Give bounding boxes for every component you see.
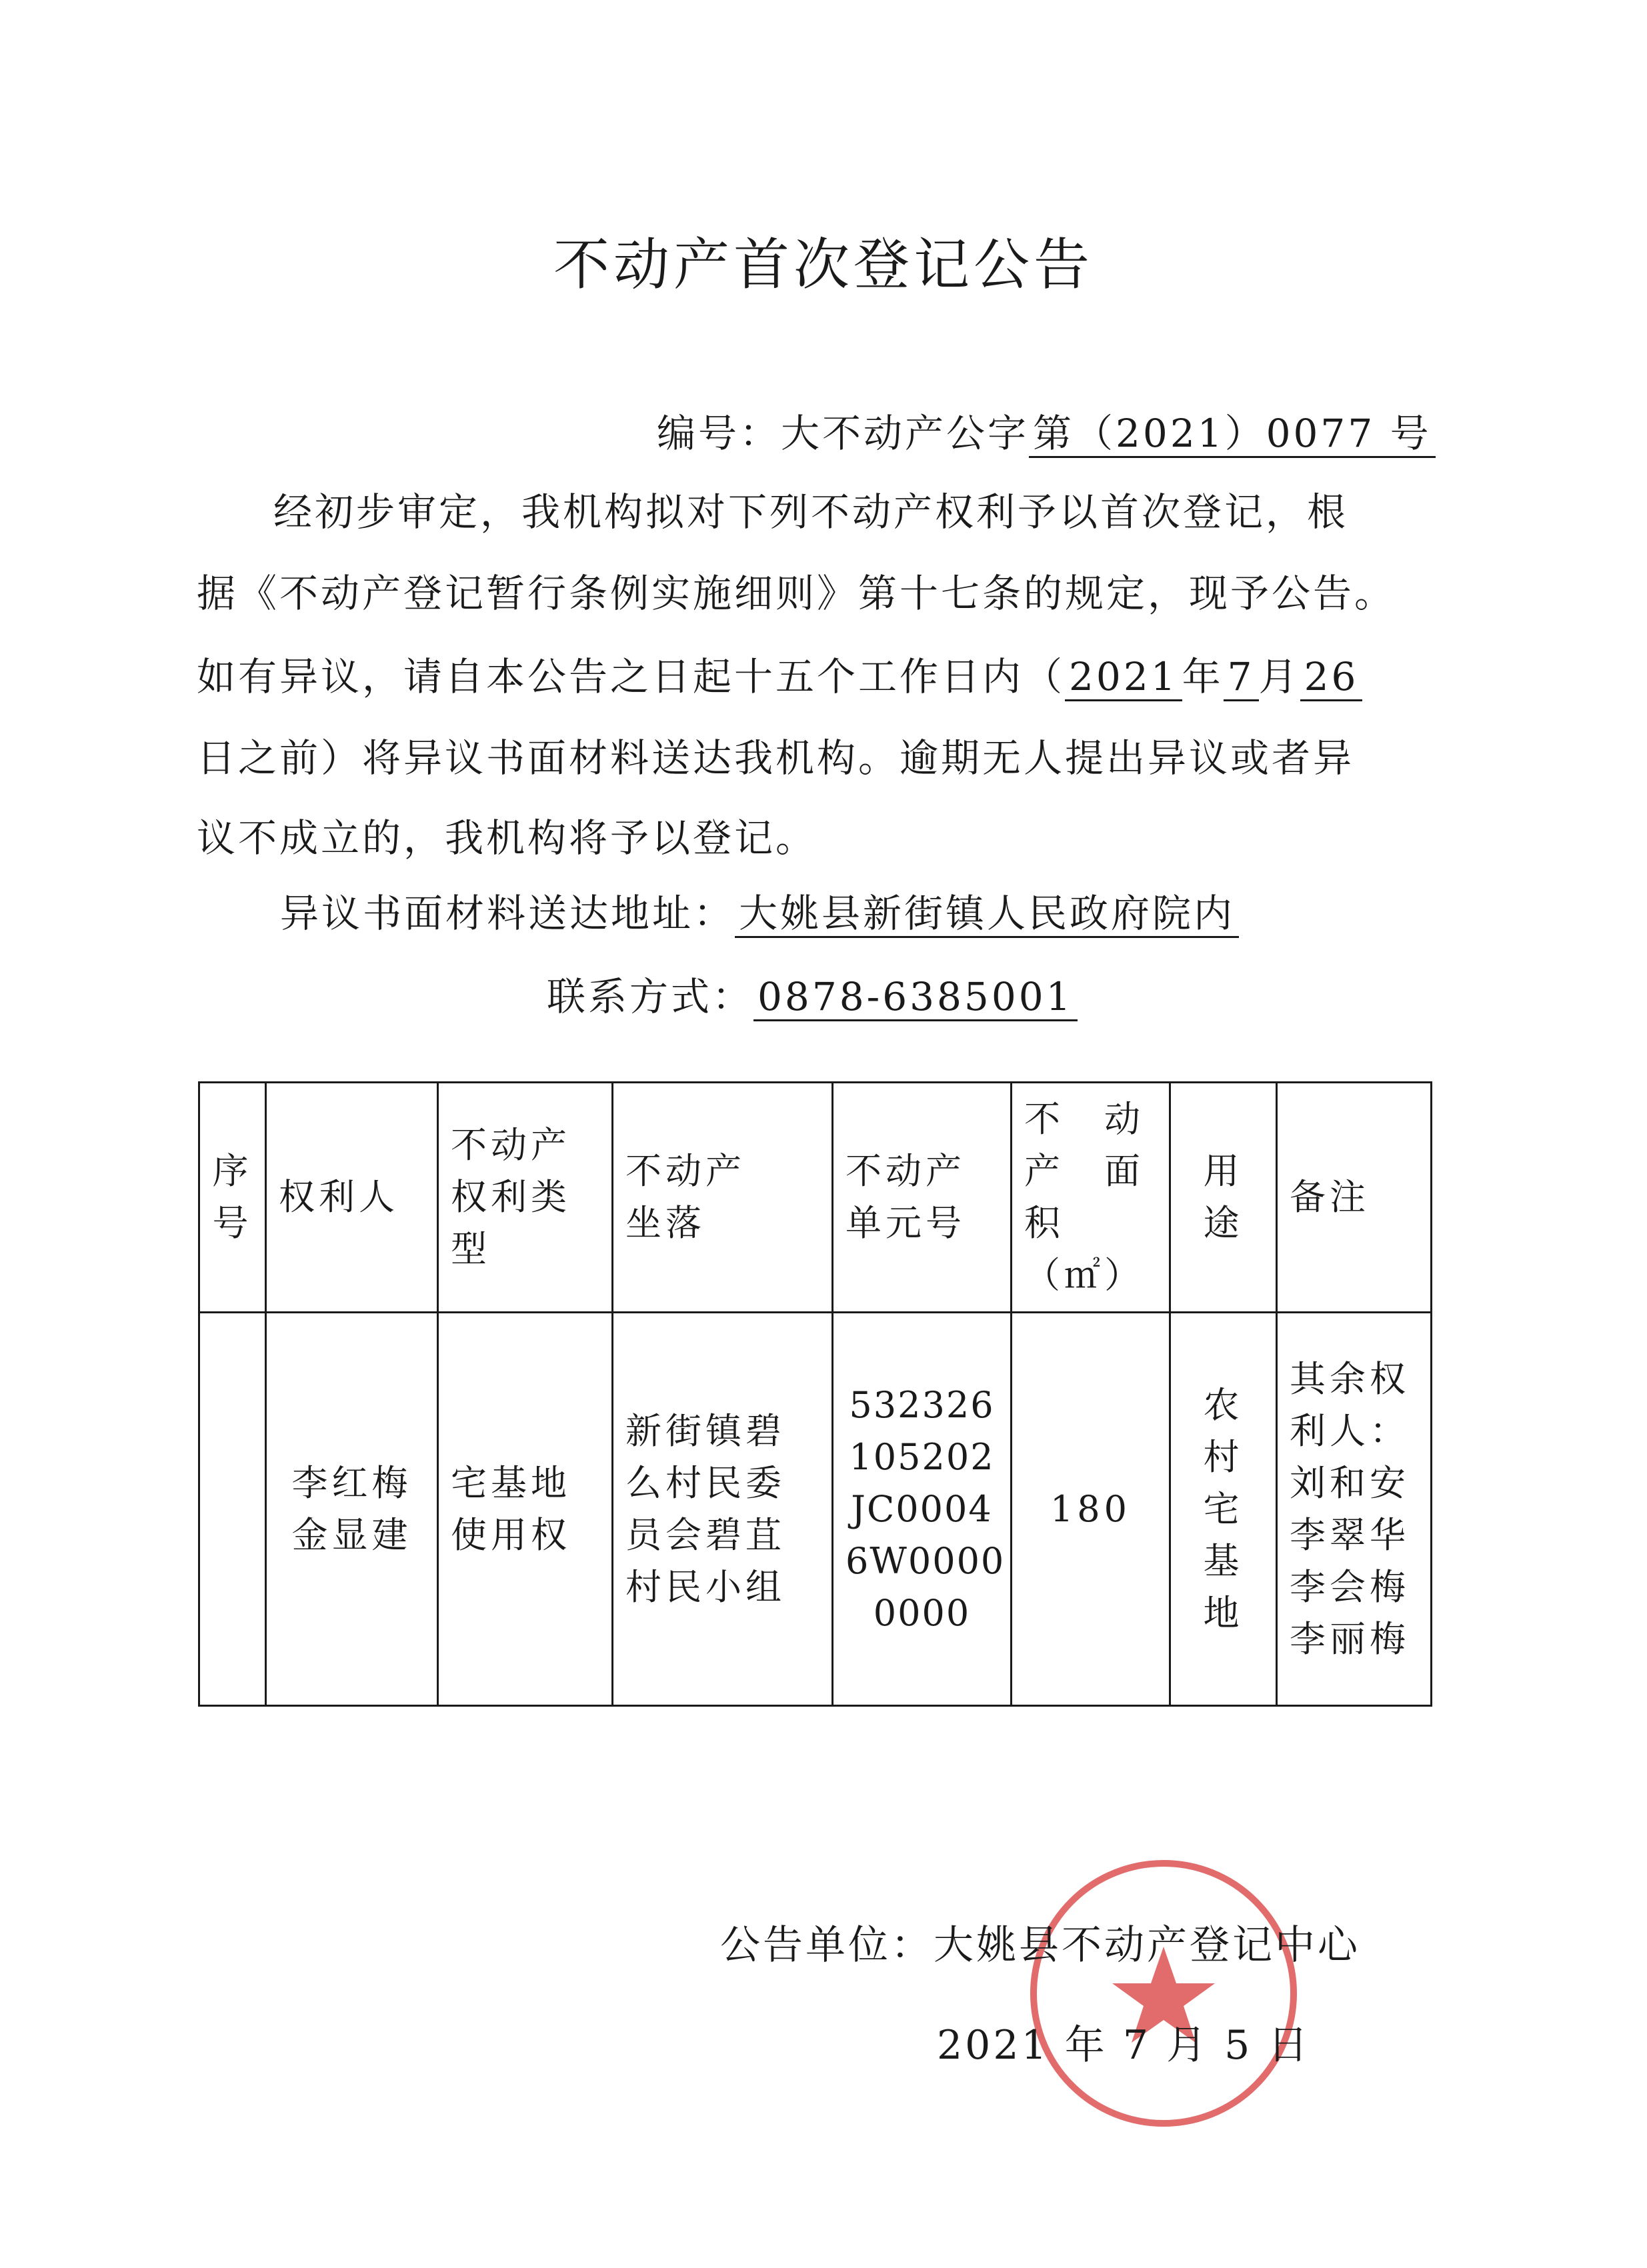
notice-number	[657, 410, 1436, 457]
paragraph-line-2: 据《不动产登记暂行条例实施细则》第十七条的规定，现予公告。	[197, 571, 1396, 616]
issuer-line	[720, 1913, 1360, 1971]
paragraph-line-4: 日之前）将异议书面材料送达我机构。逾期无人提出异议或者异	[197, 735, 1355, 781]
paragraph-line-1: 经初步审定，我机构拟对下列不动产权利予以首次登记，根	[273, 489, 1349, 535]
header-usage: 用 途	[1170, 1083, 1277, 1313]
issuer-name: 大姚县不动产登记中心	[934, 1922, 1360, 1969]
objection-address-value: 大姚县新街镇人民政府院内	[735, 891, 1239, 938]
contact-info	[547, 973, 1078, 1020]
header-area: 不 动 产 面 积 （㎡）	[1012, 1083, 1170, 1313]
cell-right-type: 宅基地 使用权	[438, 1313, 613, 1706]
deadline-year-unit: 年	[1182, 654, 1224, 699]
document-title: 不动产首次登记公告	[553, 232, 1094, 297]
notice-number-value: 第（2021）0077 号	[1029, 411, 1436, 458]
deadline-month: 7	[1224, 654, 1259, 701]
paragraph-line-5: 议不成立的，我机构将予以登记。	[197, 815, 817, 861]
cell-remark: 其余权 利人： 刘和安 李翠华 李会梅 李丽梅	[1277, 1313, 1432, 1706]
paragraph-line-3	[197, 653, 1362, 700]
cell-location: 新街镇碧 么村民委 员会碧苴 村民小组	[613, 1313, 833, 1706]
header-holder: 权利人	[266, 1083, 438, 1313]
cell-usage: 农 村 宅 基 地	[1170, 1313, 1277, 1706]
deadline-year: 2021	[1065, 654, 1182, 701]
cell-holder: 李红梅 金显建	[266, 1313, 438, 1706]
cell-unit-no: 532326 105202 JC0004 6W0000 0000	[833, 1313, 1012, 1706]
cell-seq	[199, 1313, 266, 1706]
header-location: 不动产 坐落	[613, 1083, 833, 1313]
deadline-month-unit: 月	[1258, 654, 1300, 699]
header-unit-no: 不动产 单元号	[833, 1083, 1012, 1313]
objection-address-label: 异议书面材料送达地址：	[280, 891, 735, 936]
cell-area: 180	[1012, 1313, 1170, 1706]
contact-phone: 0878-6385001	[753, 974, 1078, 1021]
issuer-label: 公告单位：	[720, 1922, 934, 1969]
deadline-day: 26	[1300, 654, 1363, 701]
table-header-row	[199, 1083, 1432, 1313]
notice-number-prefix: 编号：大不动产公字	[657, 411, 1030, 456]
header-remark: 备注	[1277, 1083, 1432, 1313]
objection-address	[280, 890, 1239, 937]
header-right-type: 不动产 权利类 型	[438, 1083, 613, 1313]
header-seq: 序 号	[199, 1083, 266, 1313]
paragraph-line-3-text: 如有异议，请自本公告之日起十五个工作日内（	[197, 654, 1066, 699]
official-seal-icon	[1024, 1853, 1304, 2133]
registration-table	[198, 1081, 1432, 1707]
contact-label: 联系方式：	[547, 974, 754, 1019]
issue-date: 2021 年 7 月 5 日	[937, 2022, 1311, 2069]
table-row	[199, 1313, 1432, 1706]
